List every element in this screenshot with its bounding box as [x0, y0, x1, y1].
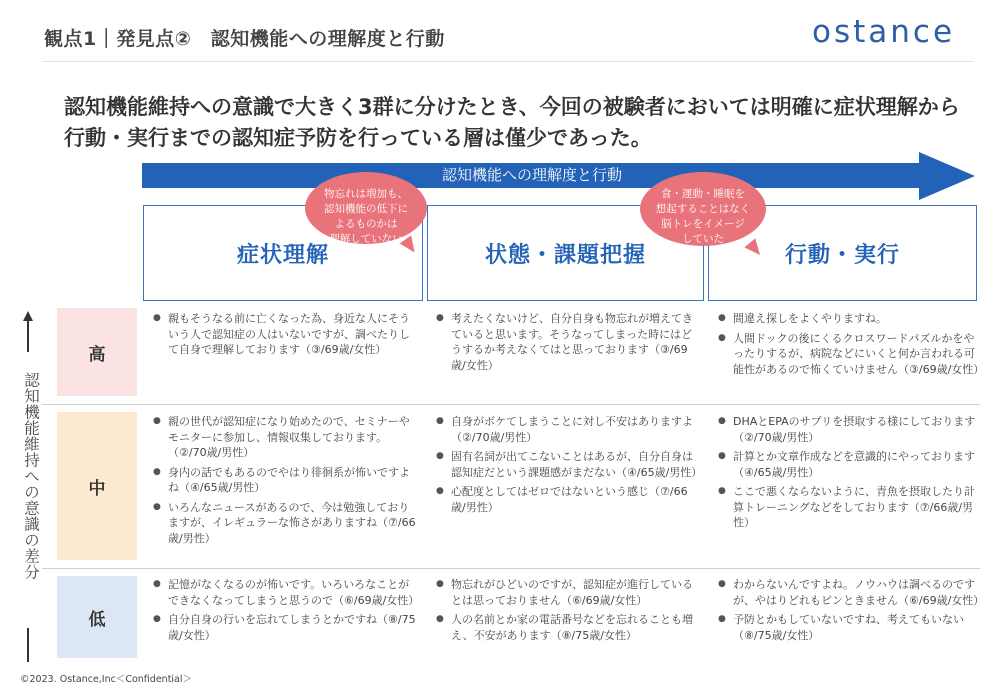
row-divider [42, 404, 980, 405]
level-high-label: 高 [57, 308, 137, 396]
cell-low-issue [435, 577, 697, 647]
cell-mid-symptom [152, 414, 418, 550]
headline: 認知機能維持への意識で大きく3群に分けたとき、今回の被験者においては明確に症状理解から行動・実行までの認知症予防を行っている層は僅少であった。 [64, 95, 960, 150]
quote-item: ● 間違え探しをよくやりますね。 [717, 311, 979, 327]
bubble-line: 食・運動・睡眠を [661, 188, 745, 200]
quote-item: ● いろんなニュースがあるので、今は勉強しておりますが、イレギュラーな怖さがありますね（⑦/66歳/男性） [152, 500, 418, 547]
bubble-line: 想起することはなく [655, 203, 751, 215]
cell-low-symptom [152, 577, 418, 647]
quote-item: ● 親の世代が認知症になり始めたので、セミナーやモニターに参加し、情報収集しております。（②/70歳/男性） [152, 414, 418, 461]
level-mid-label: 中 [57, 412, 137, 560]
bubble-line: していた [682, 233, 724, 245]
progress-arrow-head [919, 152, 975, 200]
header-divider [42, 61, 974, 62]
axis-line-top [27, 318, 29, 352]
stage-issue-grasp: 状態・課題把握 [427, 205, 704, 301]
cell-mid-issue [435, 414, 703, 519]
cell-high-action [717, 311, 985, 381]
axis-label: 認知機能維持への意識の差分 [22, 372, 40, 580]
quote-item: ● 考えたくないけど、自分自身も物忘れが増えてきていると思います。そうなってしまった時にはどうするか考えなくてはと思っております（③/69歳/女性） [435, 311, 697, 373]
bubble-line: 脳トレをイメージ [661, 218, 745, 230]
cell-mid-action [717, 414, 979, 535]
cell-low-action [717, 577, 985, 647]
callout-bubble-forgetfulness [305, 172, 427, 244]
quote-item: ● 心配度としてはゼロではないという感じ（⑦/66歳/男性） [435, 484, 697, 515]
level-low-label: 低 [57, 576, 137, 658]
quote-item: ● 身内の話でもあるのでやはり徘徊系が怖いですよね（④/65歳/男性） [152, 465, 418, 496]
quote-item: ● 計算とか文章作成などを意識的にやっております（④/65歳/男性） [717, 449, 979, 480]
quote-item: ● 人の名前とか家の電話番号などを忘れることも増え、不安があります（⑧/75歳/女性） [435, 612, 697, 643]
stage-symptom-understanding: 症状理解 [143, 205, 423, 301]
quote-item: ● わからないんですよね。ノウハウは調べるのですが、やはりどれもピンときません（⑥/69歳/女性） [717, 577, 979, 608]
quote-item: ● 予防とかもしていないですね、考えてもいない（⑧/75歳/女性） [717, 612, 979, 643]
row-divider [42, 568, 980, 569]
quote-item: ● DHAとEPAのサプリを摂取する様にしております（②/70歳/男性） [717, 414, 979, 445]
quote-item: ● 親もそうなる前に亡くなった為、身近な人にそういう人で認知症の人はいないですが、調べたりして自身で理解しております（③/69歳/女性） [152, 311, 418, 358]
axis-line-bottom [27, 628, 29, 662]
ostance-logo: ostance [812, 14, 956, 50]
footer-copyright: ©2023. Ostance,Inc＜Confidential＞ [20, 674, 193, 685]
bubble-line: 認知機能の低下に [324, 203, 408, 215]
quote-item: ● 固有名詞が出てこないことはあるが、自分自身は認知症だという課題感がまだない（④/65歳/男性） [435, 449, 697, 480]
cell-high-issue [435, 311, 697, 377]
quote-item: ● ここで悪くならないように、青魚を摂取したり計算トレーニングなどをしております（⑦/66歳/男性） [717, 484, 979, 531]
stage-action: 行動・実行 [708, 205, 977, 301]
quote-item: ● 自分自身の行いを忘れてしまうとかですね（⑧/75歳/女性） [152, 612, 418, 643]
bubble-line: よるものかは [334, 218, 398, 230]
quote-item: ● 記憶がなくなるのが怖いです。いろいろなことができなくなってしまうと思うので（⑥/69歳/女性） [152, 577, 418, 608]
callout-bubble-brain-training [640, 172, 766, 246]
quote-item: ● 自身がボケてしまうことに対し不安はありますよ（②/70歳/男性） [435, 414, 697, 445]
cell-high-symptom [152, 311, 418, 362]
quote-item: ● 物忘れがひどいのですが、認知症が進行しているとは思っておりません（⑥/69歳/女性） [435, 577, 697, 608]
progress-arrow-label: 認知機能への理解度と行動 [441, 166, 622, 184]
bubble-line: 理解していない [329, 233, 403, 245]
page-title: 観点1｜発見点② 認知機能への理解度と行動 [44, 28, 445, 50]
bubble-line: 物忘れは増加も、 [324, 188, 408, 200]
quote-item: ● 人間ドックの後にくるクロスワードパズルかをやったりするが、病院などにいくと何か言われる可能性があるので怖くていけません（③/69歳/女性） [717, 331, 979, 378]
